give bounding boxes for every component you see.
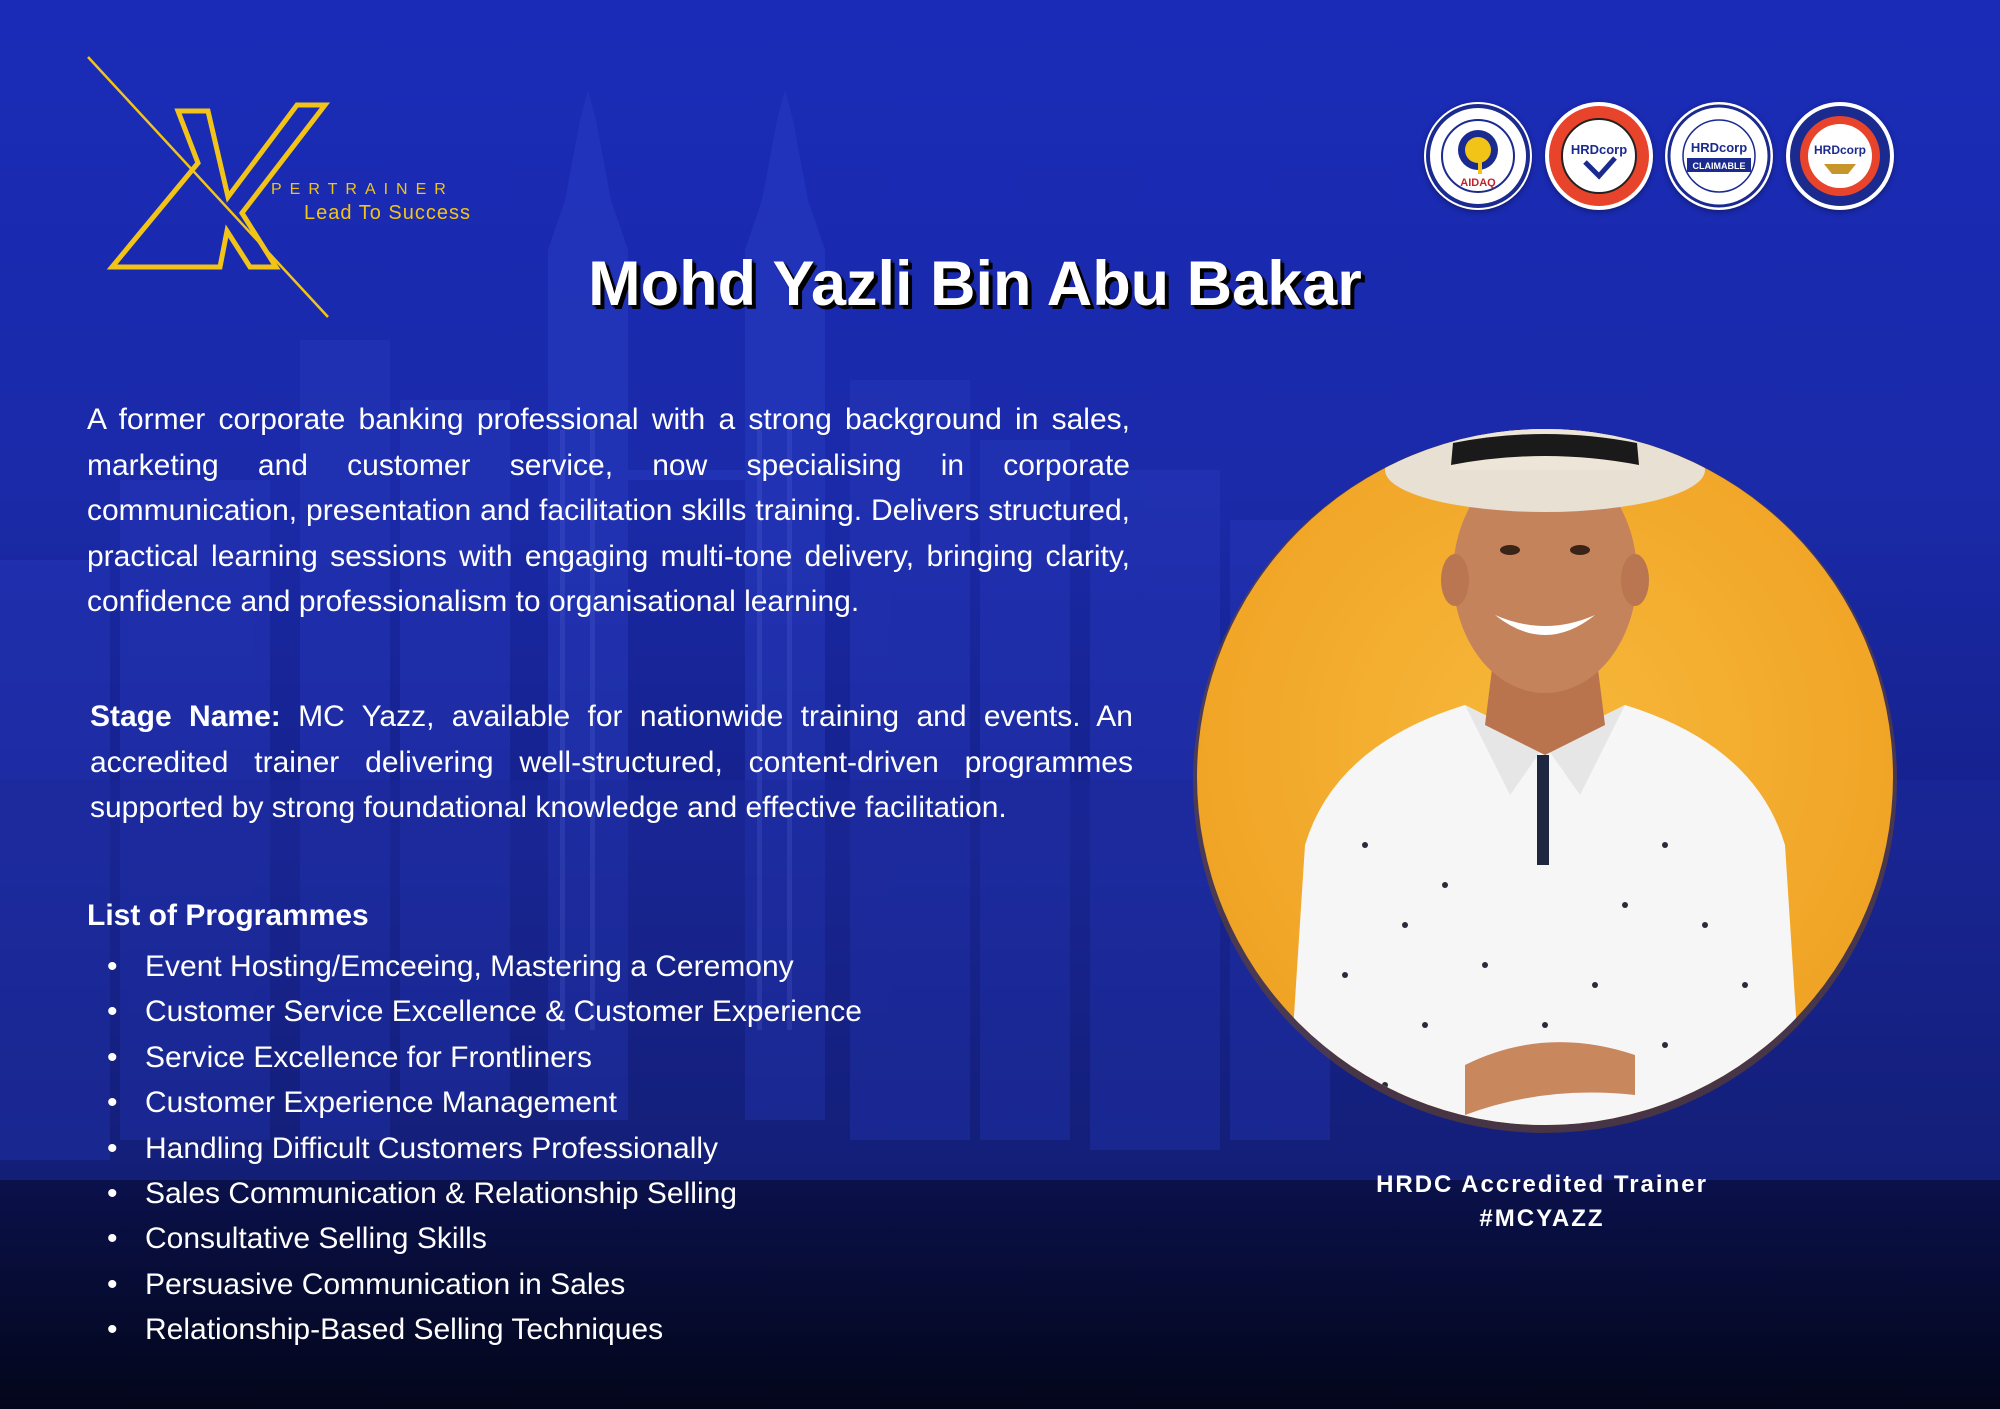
- list-item: • Handling Difficult Customers Professionally: [87, 1126, 862, 1171]
- trainer-bio: A former corporate banking professional with a strong background in sales, marketing and customer service, now specialising in corporate communication, presentation and facilitation skills training. Delivers structured, practical learning sessions with engaging multi-tone delivery, bringing clarity, confidence and professionalism to organisational learning.: [87, 403, 1130, 618]
- brand-tagline: Lead To Success: [304, 202, 471, 224]
- svg-text:CLAIMABLE: CLAIMABLE: [1692, 161, 1746, 171]
- caption-title: HRDC Accredited Trainer: [1376, 1171, 1708, 1198]
- svg-text:HRDcorp: HRDcorp: [1570, 142, 1628, 157]
- list-item: • Consultative Selling Skills: [87, 1216, 862, 1261]
- trainer-name: Mohd Yazli Bin Abu Bakar: [588, 249, 1362, 319]
- caption-hashtag: #MCYAZZ: [1479, 1205, 1605, 1232]
- list-item: • Persuasive Communication in Sales: [87, 1262, 862, 1307]
- svg-text:AIDAQ: AIDAQ: [1460, 177, 1496, 189]
- svg-text:HRDcorp: HRDcorp: [1813, 143, 1867, 157]
- hrdcorp-accredited-badge: [1786, 102, 1894, 210]
- list-item: • Sales Communication & Relationship Selling: [87, 1171, 862, 1216]
- stage-name-paragraph: [90, 694, 1133, 831]
- list-item: • Customer Service Excellence & Customer Experience: [87, 989, 862, 1034]
- brand-wordmark: PERTRAINER: [271, 181, 454, 198]
- trainer-portrait: [1165, 325, 1915, 1155]
- aidaq-badge: [1424, 102, 1532, 210]
- list-item: • Event Hosting/Emceeing, Mastering a Ceremony: [87, 944, 862, 989]
- programmes-title: List of Programmes: [87, 899, 369, 932]
- stage-name-text: MC Yazz, available for nationwide training and events. An accredited trainer delivering well-structured, content-driven programmes supported by strong foundational knowledge and effective facilitation.: [90, 700, 1133, 824]
- hrdcorp-registered-badge: [1545, 102, 1653, 210]
- hrdcorp-claimable-badge: [1665, 102, 1773, 210]
- list-item: • Service Excellence for Frontliners: [87, 1035, 862, 1080]
- svg-text:HRDcorp: HRDcorp: [1690, 140, 1748, 155]
- list-item: • Customer Experience Management: [87, 1080, 862, 1125]
- programmes-list: [87, 944, 862, 1353]
- list-item: • Relationship-Based Selling Techniques: [87, 1307, 862, 1352]
- stage-name-label: Stage Name:: [90, 700, 281, 733]
